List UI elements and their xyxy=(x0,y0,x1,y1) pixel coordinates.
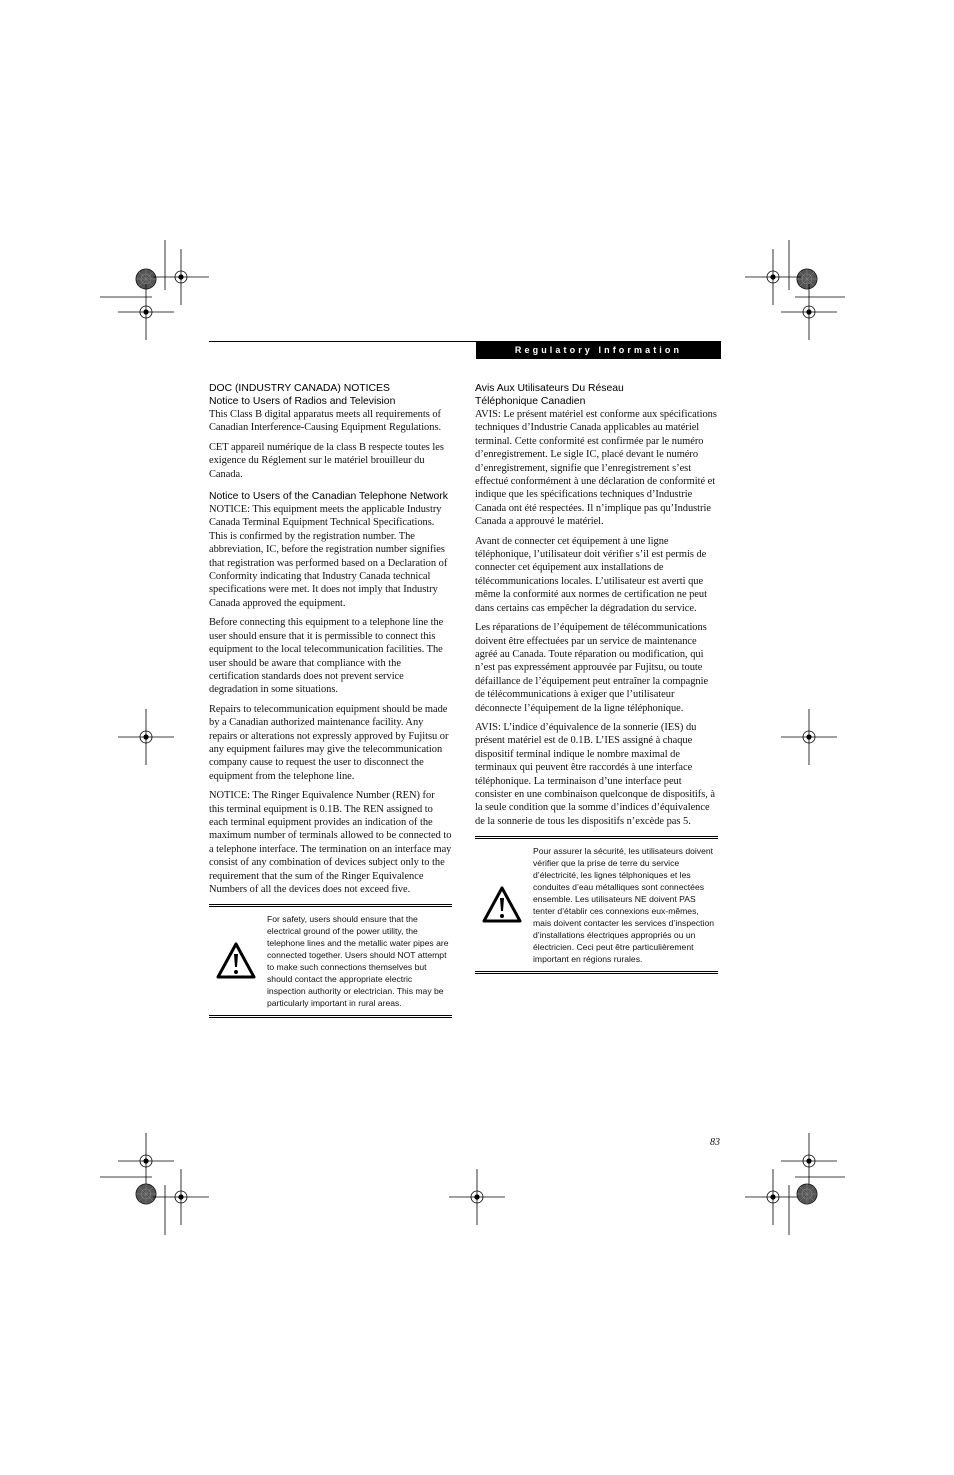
paragraph: NOTICE: The Ringer Equivalence Number (REN) for this terminal equipment is 0.1B. The REN assigned to each terminal equipment provides an indication of the maximum number of terminals allowed to be connected to a telephone interface. The termination on an interface may consist of any combination of devices subject only to the requirement that the sum of the Ringer Equivalence Numbers of all the devices does not exceed five. xyxy=(209,790,452,895)
telephone-network-subheading: Notice to Users of the Canadian Telephone Network xyxy=(209,491,448,503)
safety-warning-box xyxy=(209,904,452,1018)
paragraph: AVIS: Le présent matériel est conforme aux spécifications techniques d’Industrie Canada applicables au matériel terminal. Cette conformité est confirmée par le numéro d’enregistrement. Le sigle IC, placé devant le numéro d’enregistrement, signifie que l’enregistrement s’est effectué conformément à une déclaration de conformité et indique que les spécifications techniques d’Industrie Canada ont été respectées. Il n’implique pas qu’Industrie Canada a approuvé le matériel. xyxy=(475,409,717,528)
paragraph: NOTICE: This equipment meets the applicable Industry Canada Terminal Equipment Technical Specifications. This is confirmed by the registration number. The abbreviation, IC, before the registration number signifies that registration was performed based on a Declaration of Conformity indicating that Industry Canada technical specifications were met. It does not imply that Industry Canada approved the equipment. xyxy=(209,504,448,609)
right-column xyxy=(475,382,718,974)
warning-triangle-icon xyxy=(215,941,257,981)
paragraph: Repairs to telecommunication equipment should be made by a Canadian authorized maintenance facility. Any repairs or alterations not expressly approved by Fujitsu or any equipment failures may give the telecommunication company cause to request the user to disconnect the equipment from the telephone line. xyxy=(209,703,449,782)
safety-warning-text: For safety, users should ensure that the electrical ground of the power utility, the telephone lines and the metallic water pipes are connected together. Users should NOT attempt to make such connections themselves but should contact the appropriate electric inspection authority or electrician. This may be particularly important in rural areas. xyxy=(267,914,449,1009)
left-column xyxy=(209,382,452,1018)
page-number: 83 xyxy=(710,1137,720,1148)
paragraph: CET appareil numérique de la class B respecte toutes les exigence du Réglement sur le matériel brouilleur du Canada. xyxy=(209,441,444,480)
paragraph: AVIS: L’indice d’équivalence de la sonnerie (IES) du présent matériel est de 0.1B. L’IES assigné à chaque dispositif terminal indique le nombre maximal de terminaux qui peuvent être raccordés à une interface téléphonique. La terminaison d’une interface peut consister en une combinaison quelconque de dispositifs, à la seule condition que la somme d’indices d’équivalence de la sonnerie de tous les dispositifs n’excède pas 5. xyxy=(475,721,716,827)
avis-heading-line2: Téléphonique Canadien xyxy=(475,396,586,407)
paragraph: Avant de connecter cet équipement à une ligne téléphonique, l’utilisateur doit vérifier s’il est permis de connecter cet équipement aux installations de télécommunications locales. L’utilisateur est averti que même la conformité aux normes de certification ne peut dans certains cas empêcher la dégradation du service. xyxy=(475,535,707,614)
radio-tv-subheading: Notice to Users of Radios and Television xyxy=(209,396,396,407)
warning-triangle-icon xyxy=(481,885,523,925)
paragraph: Les réparations de l’équipement de télécommunications doivent être effectuées par un service de maintenance agréé au Canada. Toute réparation ou modification, qui n’est pas expressément approuvée par Fujitsu, ou toute défaillance de l’équipement peut entraîner la compagnie de télécommunications à exiger que l’utilisateur déconnecte l’équipement de la ligne téléphonique. xyxy=(475,622,709,714)
section-title-bar: Regulatory Information xyxy=(476,342,721,359)
paragraph: Before connecting this equipment to a telephone line the user should ensure that it is permissible to connect this equipment to the local telecommunication facilities. The user should be aware that compliance with the certification standards does not prevent service degradation in some situations. xyxy=(209,617,444,696)
avertissement-box xyxy=(475,836,718,974)
avis-heading-line1: Avis Aux Utilisateurs Du Réseau xyxy=(475,383,624,394)
avertissement-text: Pour assurer la sécurité, les utilisateurs doivent vérifier que la prise de terre du service d’électricité, les lignes télphoniques et les conduites d’eau métalliques sont connectées ensemble. Les utilisateurs NE doivent PAS tenter d’établir ces connexions eux-mêmes, mais doivent contacter les services d’inspection d’installations électriques appropriés ou un électricien. Ceci peut être particulièrement important en régions rurales. xyxy=(533,846,715,965)
paragraph: This Class B digital apparatus meets all requirements of Canadian Interference-Causing Equipment Regulations. xyxy=(209,409,442,434)
doc-notices-heading: DOC (INDUSTRY CANADA) NOTICES xyxy=(209,383,390,394)
